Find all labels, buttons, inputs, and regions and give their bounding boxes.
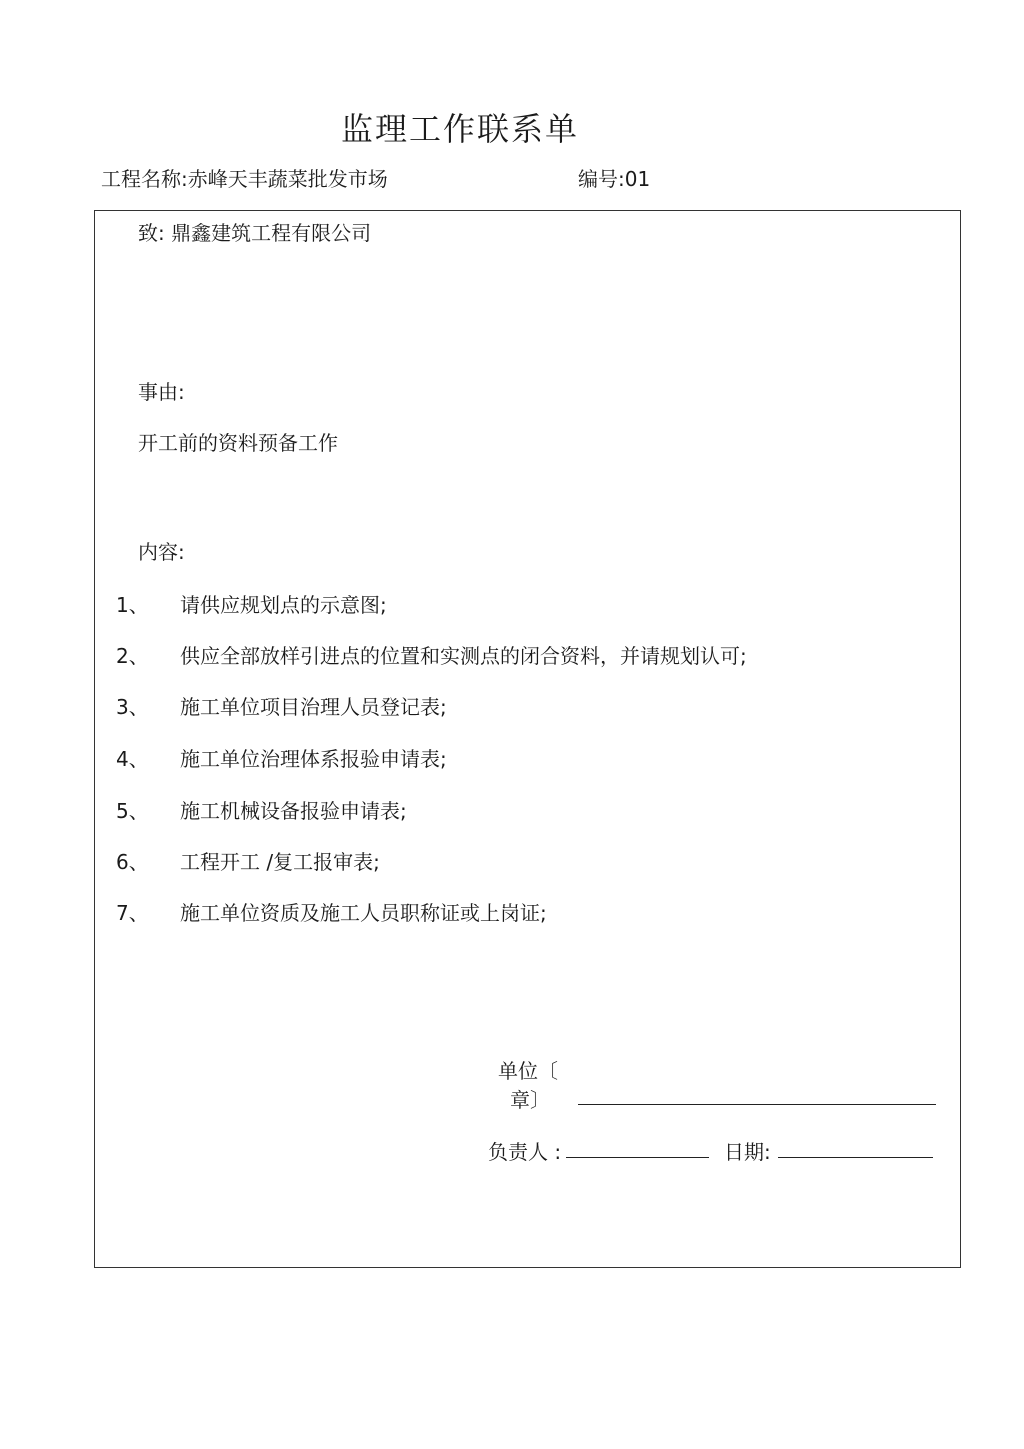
unit-seal-label-end: 章〕 bbox=[510, 1088, 550, 1112]
project-name bbox=[101, 163, 388, 192]
reason-label: 事由: bbox=[138, 380, 185, 404]
document-number bbox=[578, 163, 650, 192]
list-item-number: 5、 bbox=[116, 799, 149, 823]
list-item-text: 施工机械设备报验申请表; bbox=[180, 799, 407, 823]
date-line bbox=[778, 1157, 933, 1158]
list-item-text: 施工单位治理体系报验申请表; bbox=[180, 747, 447, 771]
content-label: 内容: bbox=[138, 540, 185, 564]
list-item-text: 供应全部放样引进点的位置和实测点的闭合资料，并请规划认可; bbox=[180, 644, 747, 668]
project-value: :赤峰天丰蔬菜批发市场 bbox=[181, 167, 388, 191]
reason-text: 开工前的资料预备工作 bbox=[138, 431, 338, 455]
list-item-number: 1、 bbox=[116, 593, 149, 617]
page-title: 监理工作联系单 bbox=[340, 110, 579, 148]
list-item-text: 请供应规划点的示意图; bbox=[180, 593, 387, 617]
unit-seal-label: 单位〔 bbox=[498, 1059, 558, 1083]
list-item-number: 2、 bbox=[116, 644, 149, 668]
list-item-number: 7、 bbox=[116, 901, 149, 925]
unit-seal-line bbox=[578, 1104, 936, 1105]
number-value: :01 bbox=[618, 167, 651, 191]
number-label: 编号 bbox=[578, 167, 618, 191]
list-item-number: 4、 bbox=[116, 747, 149, 771]
responsible-person-line bbox=[566, 1157, 709, 1158]
list-item-text: 施工单位项目治理人员登记表; bbox=[180, 695, 447, 719]
date-label: 日期: bbox=[724, 1140, 771, 1164]
recipient: 致: 鼎鑫建筑工程有限公司 bbox=[138, 221, 372, 245]
list-item-text: 施工单位资质及施工人员职称证或上岗证; bbox=[180, 901, 547, 925]
list-item-text: 工程开工 /复工报审表; bbox=[180, 850, 380, 874]
list-item-number: 3、 bbox=[116, 695, 149, 719]
project-label: 工程名称 bbox=[101, 167, 181, 191]
list-item-number: 6、 bbox=[116, 850, 149, 874]
responsible-person-label: 负责人 : bbox=[488, 1140, 562, 1164]
